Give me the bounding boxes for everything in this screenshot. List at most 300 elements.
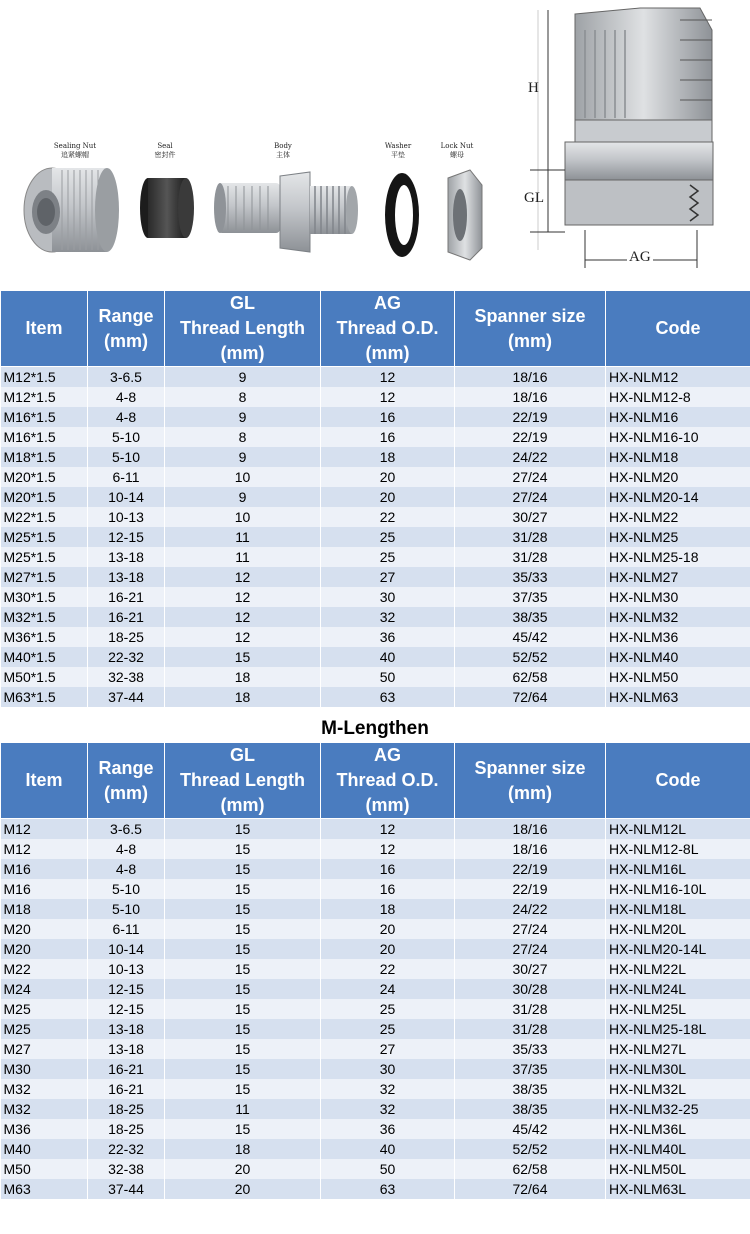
cell-item: M40*1.5 (1, 647, 88, 667)
cell-item: M32 (1, 1099, 88, 1119)
cell-range: 12-15 (88, 979, 165, 999)
cell-spanner: 31/28 (455, 999, 606, 1019)
header-ag (321, 743, 455, 819)
cell-gl: 9 (165, 447, 321, 467)
cell-code: HX-NLM16-10L (606, 879, 750, 899)
cell-ag: 16 (321, 879, 455, 899)
cell-spanner: 18/16 (455, 819, 606, 840)
cell-spanner: 18/16 (455, 839, 606, 859)
cell-item: M18 (1, 899, 88, 919)
cell-ag: 12 (321, 367, 455, 388)
cell-code: HX-NLM20-14L (606, 939, 750, 959)
table-row (1, 819, 750, 840)
header-range (88, 743, 165, 819)
cell-range: 5-10 (88, 427, 165, 447)
header-unit: (mm) (365, 795, 410, 815)
header-label: Range (98, 757, 154, 778)
cell-spanner: 31/28 (455, 1019, 606, 1039)
cell-gl: 15 (165, 839, 321, 859)
header-label: AG (374, 745, 401, 765)
cell-code: HX-NLM18L (606, 899, 750, 919)
cell-range: 16-21 (88, 587, 165, 607)
cell-ag: 30 (321, 587, 455, 607)
header-item (1, 743, 88, 819)
cell-spanner: 52/52 (455, 1139, 606, 1159)
table-row (1, 467, 750, 487)
cell-ag: 25 (321, 999, 455, 1019)
cell-code: HX-NLM18 (606, 447, 750, 467)
cell-item: M25*1.5 (1, 547, 88, 567)
cell-spanner: 35/33 (455, 567, 606, 587)
cell-range: 5-10 (88, 899, 165, 919)
header-unit: (mm) (508, 330, 552, 351)
cell-range: 32-38 (88, 667, 165, 687)
cell-ag: 16 (321, 407, 455, 427)
cell-gl: 10 (165, 507, 321, 527)
cell-ag: 12 (321, 387, 455, 407)
cell-code: HX-NLM40L (606, 1139, 750, 1159)
cell-gl: 20 (165, 1159, 321, 1179)
cell-ag: 40 (321, 647, 455, 667)
cell-range: 5-10 (88, 447, 165, 467)
cell-gl: 10 (165, 467, 321, 487)
spec-table-lengthen (0, 742, 750, 1199)
cell-item: M20*1.5 (1, 487, 88, 507)
cell-item: M16*1.5 (1, 427, 88, 447)
table-row (1, 1139, 750, 1159)
table-body (1, 367, 750, 708)
cell-gl: 12 (165, 567, 321, 587)
table-row (1, 367, 750, 388)
cell-spanner: 22/19 (455, 879, 606, 899)
cell-spanner: 62/58 (455, 667, 606, 687)
cell-item: M30 (1, 1059, 88, 1079)
header-label: Spanner size (474, 305, 586, 326)
cell-spanner: 30/28 (455, 979, 606, 999)
cell-spanner: 27/24 (455, 919, 606, 939)
header-label: Code (655, 770, 701, 790)
cell-item: M16*1.5 (1, 407, 88, 427)
cell-code: HX-NLM27 (606, 567, 750, 587)
cell-ag: 18 (321, 447, 455, 467)
header-label: Item (25, 318, 63, 338)
cell-item: M16 (1, 859, 88, 879)
body-icon (214, 172, 358, 252)
cell-spanner: 27/24 (455, 939, 606, 959)
cell-spanner: 37/35 (455, 587, 606, 607)
spec-table-standard (0, 290, 750, 707)
cell-gl: 11 (165, 547, 321, 567)
cell-ag: 12 (321, 819, 455, 840)
cell-ag: 32 (321, 1079, 455, 1099)
cell-gl: 20 (165, 1179, 321, 1199)
cell-spanner: 45/42 (455, 627, 606, 647)
cell-item: M32 (1, 1079, 88, 1099)
header-label: GL (230, 293, 255, 313)
cross-section-drawing (530, 8, 713, 268)
header-spanner (455, 743, 606, 819)
cell-spanner: 22/19 (455, 427, 606, 447)
cell-spanner: 30/27 (455, 959, 606, 979)
cell-ag: 16 (321, 427, 455, 447)
cell-code: HX-NLM25L (606, 999, 750, 1019)
cell-item: M50 (1, 1159, 88, 1179)
label-cn: 平垫 (391, 151, 405, 159)
cell-code: HX-NLM63 (606, 687, 750, 707)
cell-range: 6-11 (88, 919, 165, 939)
header-label: Item (25, 770, 63, 790)
cell-ag: 40 (321, 1139, 455, 1159)
cell-spanner: 38/35 (455, 1079, 606, 1099)
cell-gl: 12 (165, 627, 321, 647)
label-cn: 追紧螺帽 (61, 151, 89, 159)
cell-ag: 36 (321, 627, 455, 647)
cell-range: 3-6.5 (88, 367, 165, 388)
cell-spanner: 27/24 (455, 487, 606, 507)
cell-item: M25 (1, 999, 88, 1019)
header-spanner (455, 291, 606, 367)
cell-range: 22-32 (88, 647, 165, 667)
table-row (1, 547, 750, 567)
cell-gl: 11 (165, 527, 321, 547)
cell-ag: 16 (321, 859, 455, 879)
table-row (1, 627, 750, 647)
header-item (1, 291, 88, 367)
table-row (1, 507, 750, 527)
label-cn: 密封件 (154, 151, 176, 159)
label-cn: 螺母 (450, 151, 464, 159)
cell-gl: 12 (165, 607, 321, 627)
table-row (1, 587, 750, 607)
cell-ag: 25 (321, 1019, 455, 1039)
cell-ag: 20 (321, 487, 455, 507)
cell-range: 4-8 (88, 387, 165, 407)
cell-item: M24 (1, 979, 88, 999)
lock-nut-icon (448, 170, 482, 260)
cell-ag: 50 (321, 667, 455, 687)
table-row (1, 899, 750, 919)
table-row (1, 859, 750, 879)
table-row (1, 1179, 750, 1199)
cell-code: HX-NLM30L (606, 1059, 750, 1079)
table-row (1, 427, 750, 447)
cell-range: 16-21 (88, 1079, 165, 1099)
cell-ag: 20 (321, 919, 455, 939)
cell-gl: 15 (165, 1059, 321, 1079)
cell-gl: 15 (165, 1039, 321, 1059)
cell-gl: 9 (165, 487, 321, 507)
cell-ag: 63 (321, 687, 455, 707)
cell-spanner: 22/19 (455, 407, 606, 427)
header-label: Code (655, 318, 701, 338)
cell-ag: 22 (321, 507, 455, 527)
cell-spanner: 35/33 (455, 1039, 606, 1059)
cell-item: M22 (1, 959, 88, 979)
label-en: Body (274, 142, 292, 150)
table-row (1, 939, 750, 959)
cell-gl: 8 (165, 427, 321, 447)
header-label: Spanner size (474, 757, 586, 778)
cell-spanner: 37/35 (455, 1059, 606, 1079)
table-row (1, 667, 750, 687)
cell-ag: 63 (321, 1179, 455, 1199)
cell-range: 16-21 (88, 1059, 165, 1079)
table-row (1, 879, 750, 899)
cell-item: M50*1.5 (1, 667, 88, 687)
cell-code: HX-NLM32 (606, 607, 750, 627)
cell-spanner: 24/22 (455, 899, 606, 919)
cell-ag: 27 (321, 567, 455, 587)
cell-item: M36 (1, 1119, 88, 1139)
cell-gl: 15 (165, 819, 321, 840)
cell-item: M40 (1, 1139, 88, 1159)
cell-code: HX-NLM25-18 (606, 547, 750, 567)
cell-spanner: 18/16 (455, 387, 606, 407)
cell-item: M20 (1, 939, 88, 959)
cell-item: M27 (1, 1039, 88, 1059)
table-row (1, 1059, 750, 1079)
cell-spanner: 38/35 (455, 607, 606, 627)
cell-ag: 22 (321, 959, 455, 979)
cell-range: 3-6.5 (88, 819, 165, 840)
table-row (1, 1039, 750, 1059)
cell-item: M20*1.5 (1, 467, 88, 487)
label-en: Washer (384, 142, 412, 150)
header-unit: (mm) (220, 795, 265, 815)
header-ag (321, 291, 455, 367)
table-body (1, 819, 750, 1200)
header-range (88, 291, 165, 367)
cell-gl: 11 (165, 1099, 321, 1119)
table-header-row (1, 291, 750, 367)
cell-range: 37-44 (88, 1179, 165, 1199)
header-label: AG (374, 293, 401, 313)
header-gl (165, 291, 321, 367)
cell-code: HX-NLM27L (606, 1039, 750, 1059)
cell-range: 18-25 (88, 1119, 165, 1139)
cell-gl: 9 (165, 367, 321, 388)
cell-spanner: 18/16 (455, 367, 606, 388)
table-row (1, 999, 750, 1019)
cell-range: 4-8 (88, 407, 165, 427)
cell-item: M25 (1, 1019, 88, 1039)
cell-item: M36*1.5 (1, 627, 88, 647)
cell-ag: 24 (321, 979, 455, 999)
header-sublabel: Thread Length (180, 318, 305, 338)
cell-spanner: 27/24 (455, 467, 606, 487)
header-gl (165, 743, 321, 819)
cell-range: 13-18 (88, 1019, 165, 1039)
cell-gl: 15 (165, 959, 321, 979)
cell-gl: 18 (165, 687, 321, 707)
dim-gl-label: GL (524, 190, 544, 206)
cell-item: M18*1.5 (1, 447, 88, 467)
cell-gl: 15 (165, 647, 321, 667)
cell-ag: 36 (321, 1119, 455, 1139)
cell-range: 4-8 (88, 859, 165, 879)
cell-code: HX-NLM24L (606, 979, 750, 999)
cell-code: HX-NLM25 (606, 527, 750, 547)
cell-ag: 27 (321, 1039, 455, 1059)
dim-ag-label: AG (629, 249, 651, 265)
cell-gl: 15 (165, 1119, 321, 1139)
label-en: Sealing Nut (53, 142, 97, 150)
cell-item: M22*1.5 (1, 507, 88, 527)
cell-ag: 20 (321, 467, 455, 487)
cell-gl: 15 (165, 999, 321, 1019)
cell-spanner: 31/28 (455, 547, 606, 567)
cell-range: 13-18 (88, 547, 165, 567)
header-code (606, 743, 750, 819)
cell-code: HX-NLM20 (606, 467, 750, 487)
cell-range: 22-32 (88, 1139, 165, 1159)
table-row (1, 387, 750, 407)
table-row (1, 487, 750, 507)
dim-h-label: H (528, 80, 539, 96)
cell-ag: 32 (321, 607, 455, 627)
table-row (1, 447, 750, 467)
cell-gl: 15 (165, 939, 321, 959)
cell-ag: 18 (321, 899, 455, 919)
cell-gl: 15 (165, 979, 321, 999)
cell-code: HX-NLM16-10 (606, 427, 750, 447)
cell-ag: 25 (321, 527, 455, 547)
seal-icon (140, 178, 194, 238)
cell-code: HX-NLM25-18L (606, 1019, 750, 1039)
table-header-row (1, 743, 750, 819)
cell-item: M12*1.5 (1, 367, 88, 388)
cell-code: HX-NLM50 (606, 667, 750, 687)
cell-code: HX-NLM16 (606, 407, 750, 427)
header-unit: (mm) (220, 343, 265, 363)
cell-gl: 15 (165, 1079, 321, 1099)
cell-gl: 18 (165, 1139, 321, 1159)
cell-range: 32-38 (88, 1159, 165, 1179)
table-row (1, 607, 750, 627)
cell-item: M25*1.5 (1, 527, 88, 547)
cell-gl: 12 (165, 587, 321, 607)
cell-spanner: 62/58 (455, 1159, 606, 1179)
cell-code: HX-NLM12-8 (606, 387, 750, 407)
cell-ag: 20 (321, 939, 455, 959)
cell-code: HX-NLM20-14 (606, 487, 750, 507)
table-row (1, 527, 750, 547)
cell-code: HX-NLM36 (606, 627, 750, 647)
cell-code: HX-NLM22L (606, 959, 750, 979)
table-row (1, 407, 750, 427)
cell-item: M12*1.5 (1, 387, 88, 407)
header-unit: (mm) (508, 782, 552, 803)
label-en: Lock Nut (440, 142, 474, 150)
cell-code: HX-NLM20L (606, 919, 750, 939)
header-code (606, 291, 750, 367)
header-unit: (mm) (104, 782, 148, 803)
table-row (1, 567, 750, 587)
section-title-m-lengthen: M-Lengthen (0, 716, 750, 742)
cell-item: M32*1.5 (1, 607, 88, 627)
cell-item: M20 (1, 919, 88, 939)
cell-code: HX-NLM36L (606, 1119, 750, 1139)
cell-spanner: 72/64 (455, 1179, 606, 1199)
header-sublabel: Thread O.D. (336, 318, 439, 338)
header-sublabel: Thread O.D. (336, 770, 439, 790)
cell-range: 18-25 (88, 1099, 165, 1119)
header-unit: (mm) (104, 330, 148, 351)
cell-range: 13-18 (88, 1039, 165, 1059)
cell-spanner: 24/22 (455, 447, 606, 467)
cell-range: 10-14 (88, 487, 165, 507)
cell-spanner: 52/52 (455, 647, 606, 667)
cell-item: M12 (1, 819, 88, 840)
table-row (1, 687, 750, 707)
label-en: Seal (157, 142, 173, 150)
cell-code: HX-NLM16L (606, 859, 750, 879)
cell-ag: 50 (321, 1159, 455, 1179)
table-row (1, 979, 750, 999)
table-row (1, 1119, 750, 1139)
cell-gl: 15 (165, 879, 321, 899)
table-row (1, 919, 750, 939)
table-row (1, 1079, 750, 1099)
header-unit: (mm) (365, 343, 410, 363)
cell-item: M27*1.5 (1, 567, 88, 587)
cell-item: M30*1.5 (1, 587, 88, 607)
cell-range: 13-18 (88, 567, 165, 587)
cell-ag: 32 (321, 1099, 455, 1119)
cell-code: HX-NLM32-25 (606, 1099, 750, 1119)
cell-code: HX-NLM50L (606, 1159, 750, 1179)
cell-code: HX-NLM30 (606, 587, 750, 607)
table-row (1, 1099, 750, 1119)
header-label: GL (230, 745, 255, 765)
parts-drawing (0, 0, 750, 290)
cell-range: 12-15 (88, 527, 165, 547)
table-row (1, 647, 750, 667)
cell-range: 16-21 (88, 607, 165, 627)
washer-icon (385, 173, 419, 257)
header-sublabel: Thread Length (180, 770, 305, 790)
header-label: Range (98, 305, 154, 326)
cell-item: M63 (1, 1179, 88, 1199)
table-row (1, 1159, 750, 1179)
sealing-nut-icon (24, 168, 119, 252)
cell-gl: 15 (165, 859, 321, 879)
cell-code: HX-NLM22 (606, 507, 750, 527)
cell-code: HX-NLM12L (606, 819, 750, 840)
cell-range: 10-14 (88, 939, 165, 959)
cell-spanner: 22/19 (455, 859, 606, 879)
product-illustration (0, 0, 750, 290)
cell-spanner: 30/27 (455, 507, 606, 527)
cell-gl: 15 (165, 899, 321, 919)
table-row (1, 839, 750, 859)
cell-range: 6-11 (88, 467, 165, 487)
cell-range: 10-13 (88, 959, 165, 979)
cell-item: M63*1.5 (1, 687, 88, 707)
cell-spanner: 38/35 (455, 1099, 606, 1119)
table-row (1, 1019, 750, 1039)
cell-spanner: 72/64 (455, 687, 606, 707)
cell-gl: 9 (165, 407, 321, 427)
cell-code: HX-NLM12-8L (606, 839, 750, 859)
cell-spanner: 31/28 (455, 527, 606, 547)
cell-ag: 25 (321, 547, 455, 567)
cell-spanner: 45/42 (455, 1119, 606, 1139)
table-row (1, 959, 750, 979)
cell-range: 37-44 (88, 687, 165, 707)
cell-gl: 18 (165, 667, 321, 687)
cell-item: M16 (1, 879, 88, 899)
